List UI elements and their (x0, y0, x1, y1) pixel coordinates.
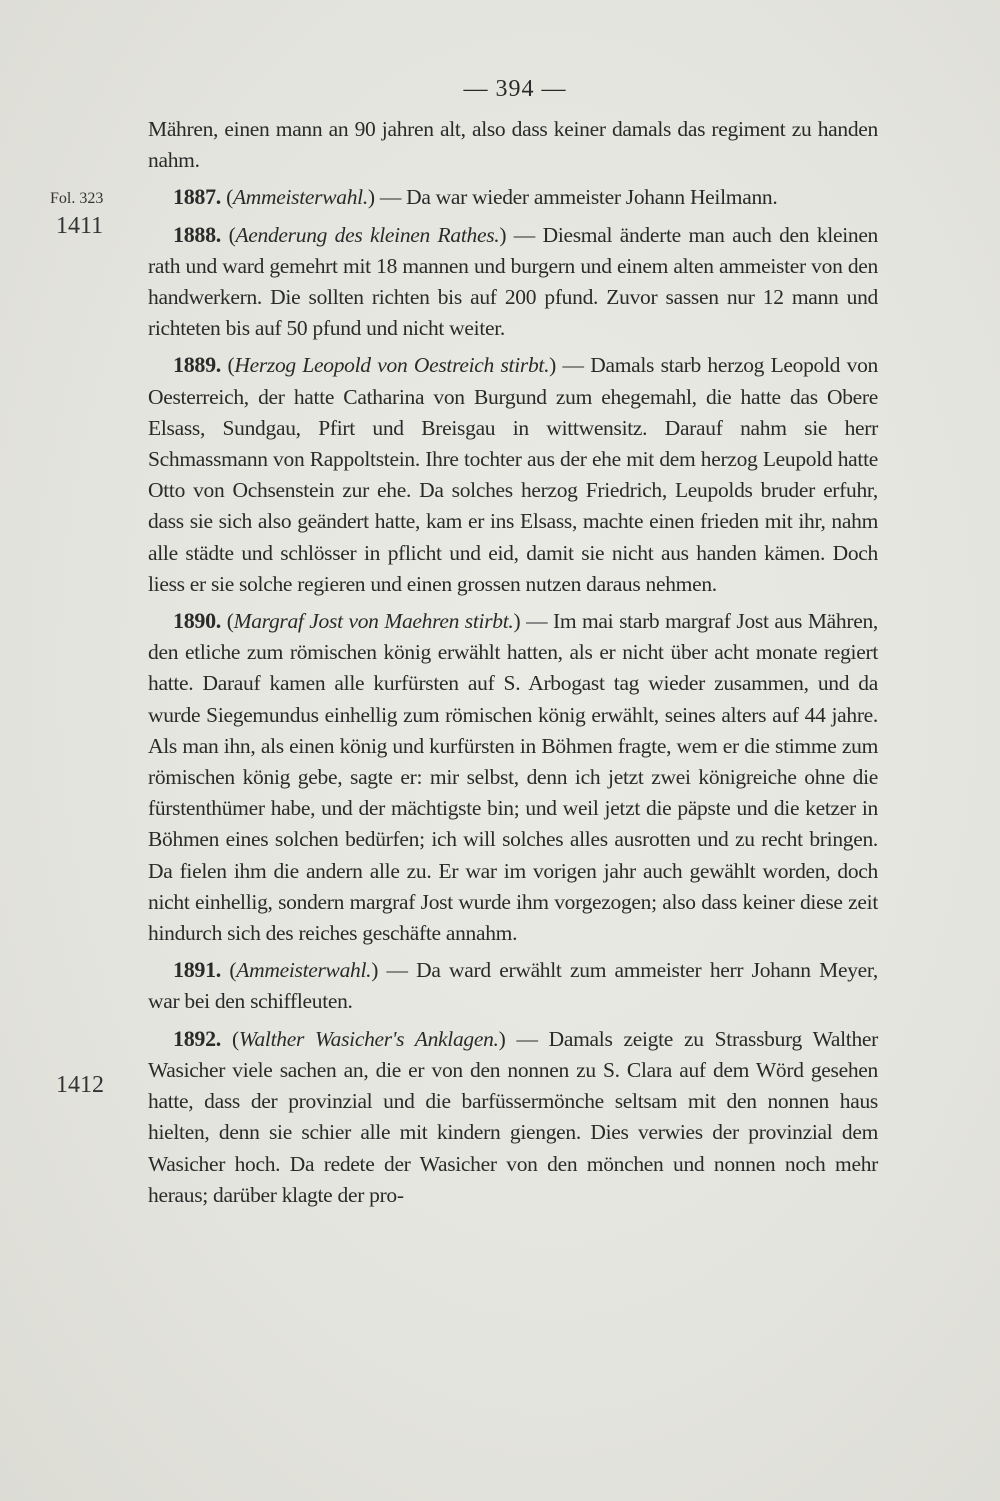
entry-number: 1892. (173, 1025, 222, 1051)
paren-close: ) (513, 609, 521, 634)
entry-1888 (148, 219, 878, 345)
folio-reference: Fol. 323 (50, 190, 104, 207)
entry-text: — Damals zeigte zu Strassburg Walther Wasicher viele sachen an, die er von den nonnen zu S. Clara auf dem Wörd gesehen hatte, dass der provinzial und die barfüssermönche seltsam mit den nonnen haus hielten, denn sie schier alle mit kindern giengen. Dies verwies der provinzial dem Wasicher hoch. Da redete der Wasicher von den mönchen und nonnen noch mehr heraus; darüber klagte der pro- (148, 1026, 878, 1207)
entry-1892 (148, 1023, 878, 1211)
entry-text: — Diesmal änderte man auch den kleinen rath und ward gemehrt mit 18 mannen und burgern und einem alten ammeister von den handwerkern. Die sollten richten bis auf 200 pfund. Zuvor sassen nur 12 mann und richteten bis auf 50 pfund und nicht weiter. (148, 222, 879, 341)
paren-open: ( (221, 222, 236, 247)
entry-1890 (148, 605, 878, 949)
entry-number: 1890. (173, 608, 222, 634)
entry-1887 (148, 181, 878, 213)
entry-title: Herzog Leopold von Oestreich stirbt. (234, 353, 550, 378)
entry-text: — Damals starb herzog Leopold von Oesterreich, der hatte Catharina von Burgund zum ehegemahl, die hatte das Obere Elsass, Sundgau, Pfirt und Breisgau in wittwensitz. Darauf nahm sie herr Schmassmann von Rappoltstein. Ihre tochter aus der ehe mit dem herzog Leupold hatte Otto von Ochsenstein zur ehe. Da solches herzog Friedrich, Leupolds bruder erfuhr, dass sie sich also geändert hatte, kam er ins Elsass, machte einen frieden mit ihr, nahm alle städte und schlösser in pflicht und eid, damit sie nicht aus handen kämen. Doch liess er sie solche regieren und einen grossen nutzen daraus nehmen. (148, 353, 878, 596)
entry-title: Ammeisterwahl. (236, 958, 372, 983)
margin-year-1411: 1411 (56, 213, 104, 239)
entry-number: 1889. (173, 352, 222, 378)
body-text (148, 114, 878, 1211)
entry-1891 (148, 954, 878, 1017)
continuation-paragraph (148, 114, 878, 176)
entry-title: Walther Wasicher's Anklagen. (238, 1026, 499, 1051)
entry-text: — Da war wieder ammeister Johann Heilmann. (374, 185, 778, 210)
paren-close: ) (499, 222, 507, 247)
entry-number: 1891. (173, 957, 222, 983)
entry-text: — Da ward erwählt zum ammeister herr Johann Meyer, war bei den schiffleuten. (148, 958, 878, 1014)
paragraph-text: Mähren, einen mann an 90 jahren alt, also dass keiner damals das regiment zu handen nahm. (148, 117, 878, 173)
paren-open: ( (221, 958, 237, 983)
entry-number: 1888. (173, 221, 222, 247)
entry-title: Ammeisterwahl. (232, 185, 368, 210)
paren-open: ( (221, 185, 233, 210)
paren-close: ) (498, 1026, 506, 1051)
entry-title: Margraf Jost von Maehren stirbt. (233, 609, 514, 634)
paren-open: ( (221, 353, 235, 378)
entry-text: — Im mai starb margraf Jost aus Mähren, den etliche zum römischen könig erwählt hatten, als er nicht über acht monate regiert hatte. Darauf kamen alle kurfürsten auf S. Arbogast tag wieder zusammen, und da wurde Siegemundus einhellig zum römischen könig erwählt, seines alters auf 44 jahre. Als man ihn, als einen könig und kurfürsten in Böhmen fragte, wem er die stimme zum römischen könig gebe, sagte er: mir selbst, denn ich jetzt zwei königreiche ohne die fürstenthümer habe, und der mächtigste bin; und weil jetzt die päpste und die ketzer in Böhmen eines solchen bedürfen; ich will solches alles ausrotten und zu recht bringen. Da fielen ihm die andern alle zu. Er war im vorigen jahr auch gewählt worden, doch nicht einhellig, sondern margraf Jost wurde ihm vorgezogen; also dass keiner diese zeit hindurch sich des reiches geschäfte annahm. (148, 609, 878, 946)
paren-close: ) (549, 353, 557, 378)
paren-open: ( (221, 1026, 239, 1051)
paren-close: ) (367, 185, 375, 210)
entry-title: Aenderung des kleinen Rathes. (235, 222, 500, 247)
page-number: — 394 — (463, 76, 567, 102)
paren-open: ( (221, 609, 234, 634)
entry-number: 1887. (173, 184, 222, 210)
paren-close: ) (371, 958, 379, 983)
entry-1889 (148, 349, 878, 600)
margin-year-1412: 1412 (56, 1072, 104, 1098)
